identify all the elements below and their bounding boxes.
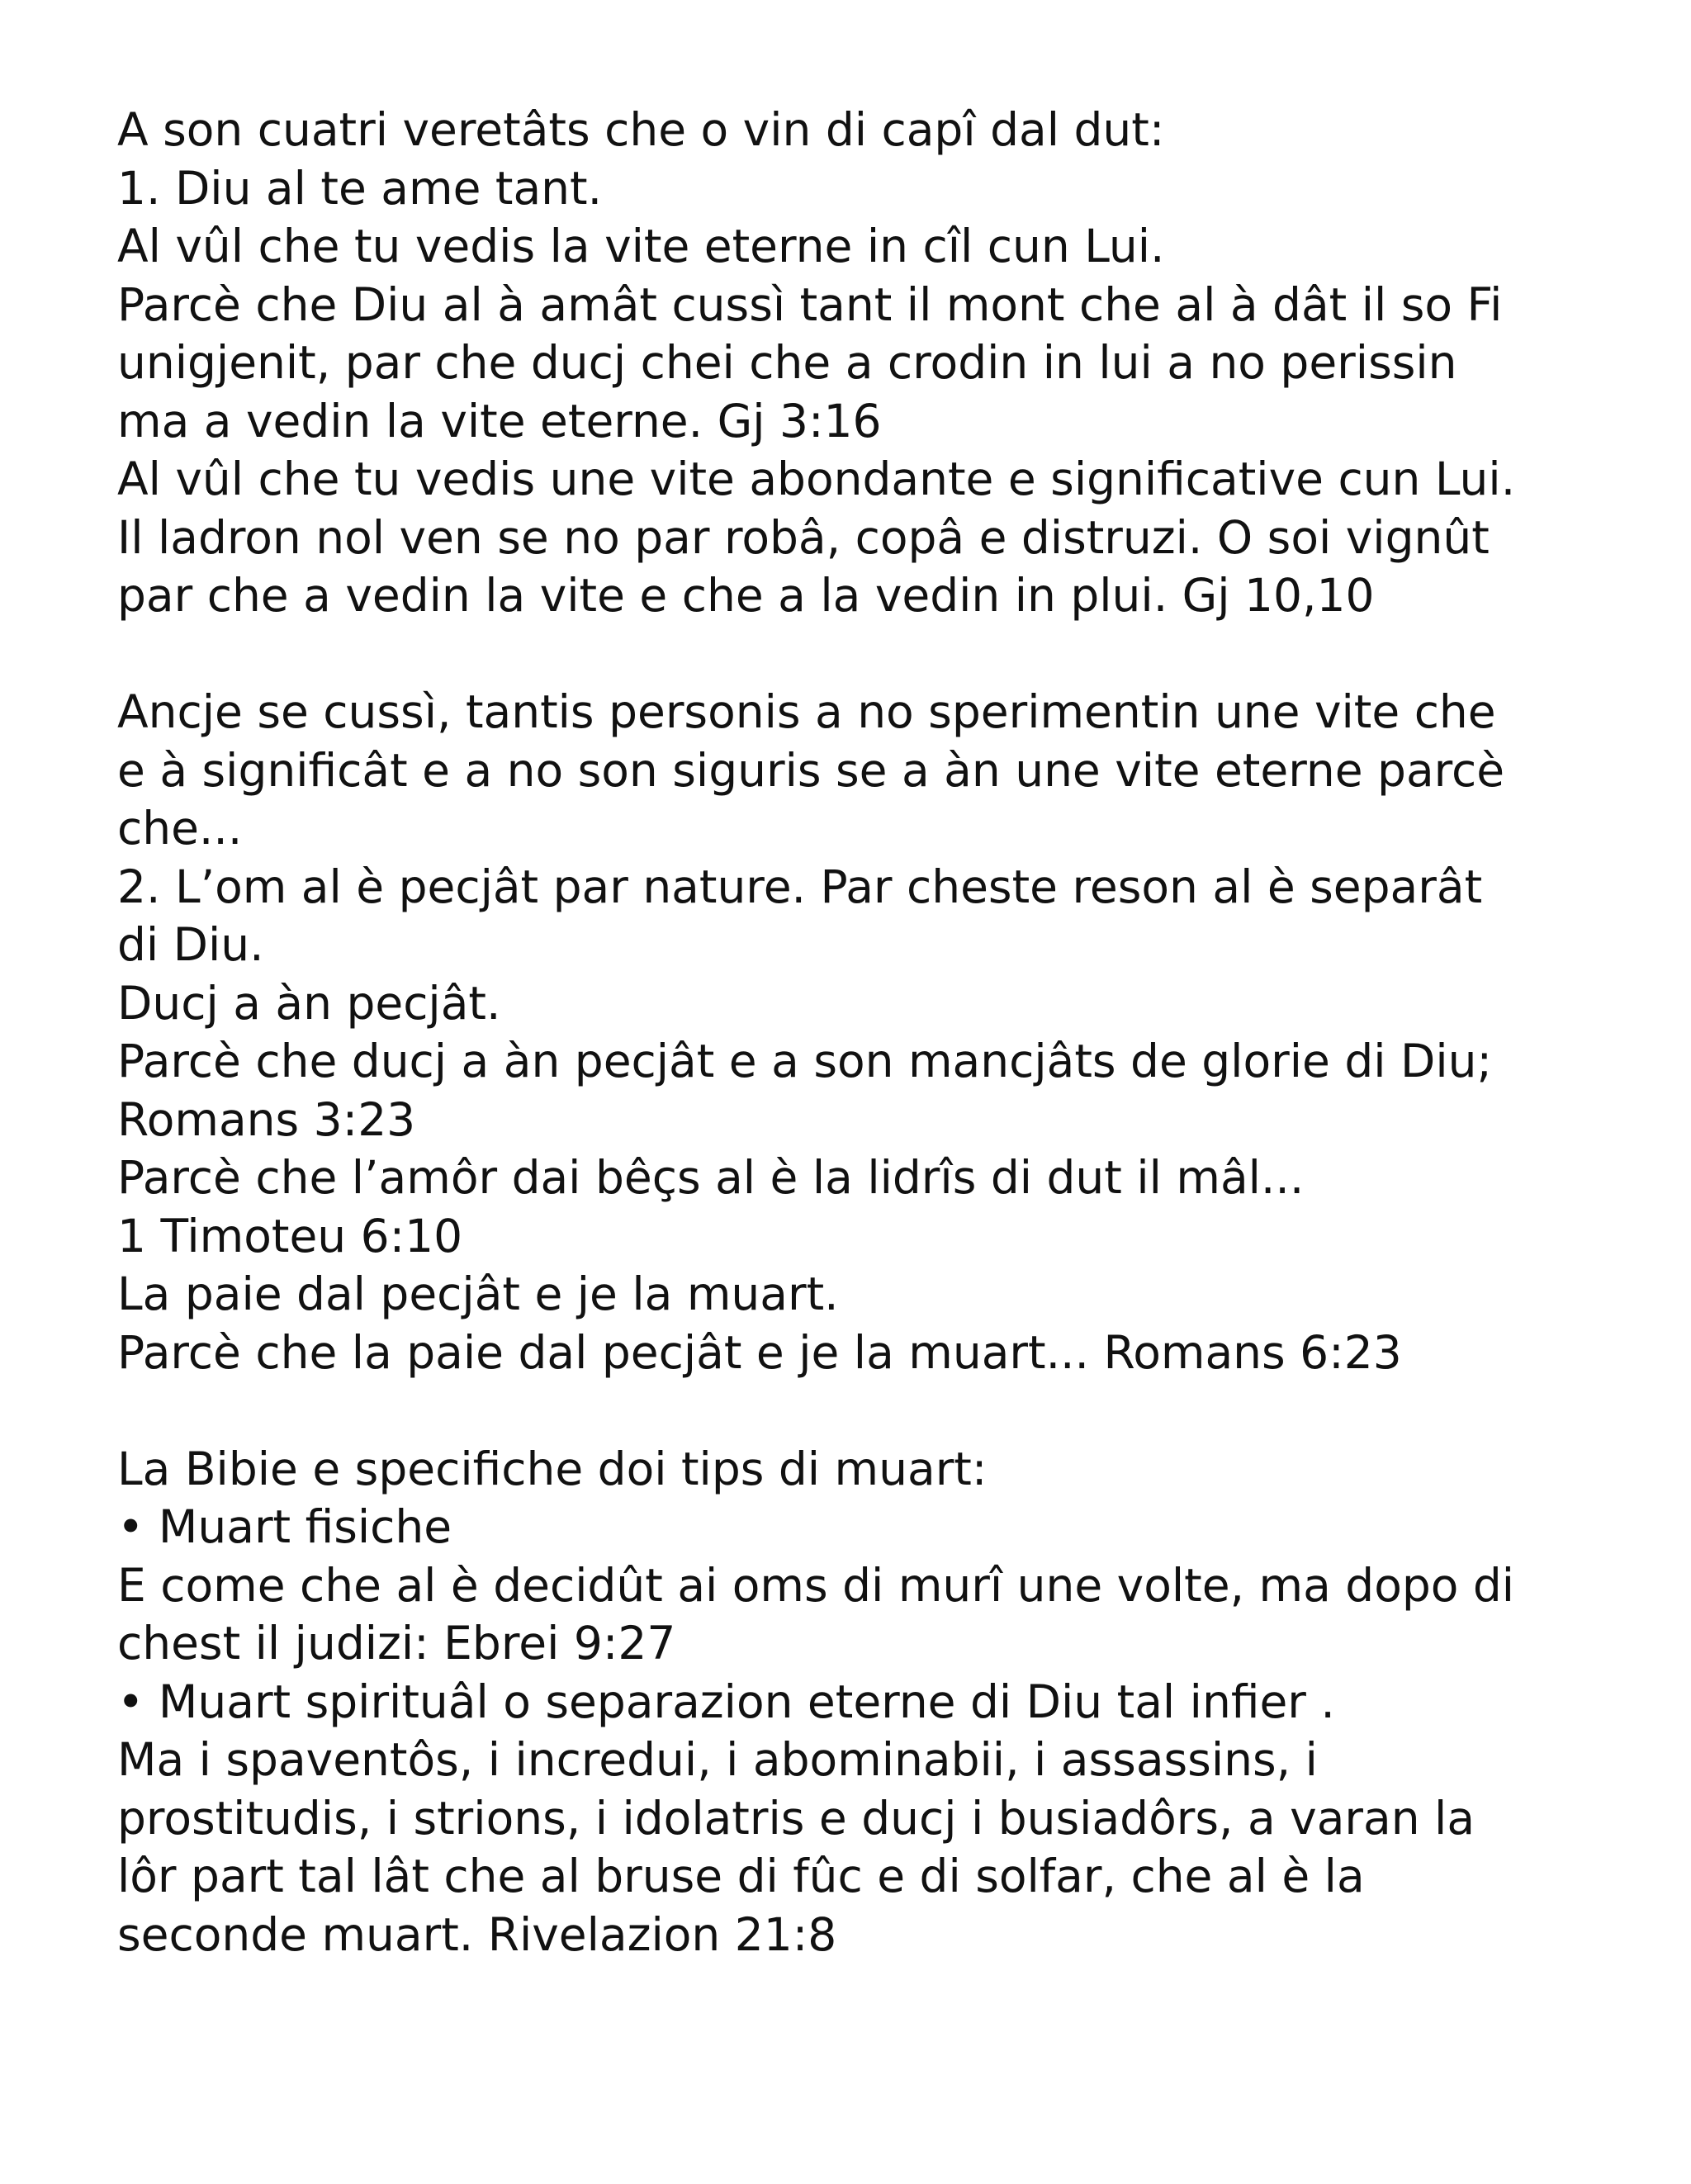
document-body bbox=[117, 101, 1603, 1964]
section-truth-1 bbox=[117, 101, 1603, 625]
section-death-types bbox=[117, 1440, 1603, 1964]
verse-line: Parcè che ducj a àn pecjât e a son mancjâts de glorie di Diu; bbox=[117, 1035, 1493, 1087]
verse-line: Parcè che la paie dal pecjât e je la muart... Romans 6:23 bbox=[117, 1325, 1402, 1379]
verse-line: prostitudis, i strions, i idolatris e ducj i busiadôrs, a varan la bbox=[117, 1791, 1475, 1845]
verse-line: Parcè che l’amôr dai bêçs al è la lidrîs di dut il mâl... bbox=[117, 1151, 1305, 1204]
verse-line: chest il judizi: Ebrei 9:27 bbox=[117, 1617, 676, 1670]
text-line: che... bbox=[117, 802, 243, 855]
verse-line: lôr part tal lât che al bruse di fûc e di solfar, che al è la bbox=[117, 1850, 1365, 1902]
paragraph-gap bbox=[117, 1381, 1603, 1440]
verse-reference: Romans 3:23 bbox=[117, 1092, 416, 1146]
verse-line: par che a vedin la vite e che a la vedin in plui. Gj 10,10 bbox=[117, 569, 1375, 622]
verse-line: E come che al è decidût ai oms di murî une volte, ma dopo di bbox=[117, 1558, 1515, 1612]
verse-line: Il ladron nol ven se no par robâ, copâ e distruzi. O soi vignût bbox=[117, 510, 1490, 564]
text-line: La paie dal pecjât e je la muart. bbox=[117, 1267, 839, 1320]
paragraph-gap bbox=[117, 625, 1603, 684]
verse-line: seconde muart. Rivelazion 21:8 bbox=[117, 1907, 837, 1961]
text-line: La Bibie e specifiche doi tips di muart: bbox=[117, 1442, 988, 1495]
text-line: Al vûl che tu vedis la vite eterne in cîl cun Lui. bbox=[117, 220, 1165, 272]
point-2-heading: 2. L’om al è pecjât par nature. Par cheste reson al è separât bbox=[117, 860, 1483, 913]
intro-line: A son cuatri veretâts che o vin di capî dal dut: bbox=[117, 103, 1165, 156]
verse-line: ma a vedin la vite eterne. Gj 3:16 bbox=[117, 394, 882, 448]
text-line: Ancje se cussì, tantis personis a no sperimentin une vite che bbox=[117, 685, 1496, 738]
verse-line: unigjenit, par che ducj chei che a crodin in lui a no perissin bbox=[117, 336, 1457, 389]
bullet-item: • Muart fisiche bbox=[117, 1500, 452, 1553]
text-line: Ducj a àn pecjât. bbox=[117, 976, 501, 1030]
verse-line: Parcè che Diu al à amât cussì tant il mont che al à dât il so Fi bbox=[117, 277, 1503, 331]
bullet-item: • Muart spirituâl o separazion eterne di Diu tal infier . bbox=[117, 1675, 1335, 1728]
text-line: Al vûl che tu vedis une vite abondante e significative cun Lui. bbox=[117, 452, 1516, 505]
point-2-heading: di Diu. bbox=[117, 918, 264, 971]
text-line: e à significât e a no son siguris se a àn une vite eterne parcè bbox=[117, 743, 1505, 797]
section-truth-2 bbox=[117, 683, 1603, 1381]
point-1-heading: 1. Diu al te ame tant. bbox=[117, 161, 603, 215]
verse-line: Ma i spaventôs, i incredui, i abominabii, i assassins, i bbox=[117, 1733, 1318, 1786]
verse-reference: 1 Timoteu 6:10 bbox=[117, 1209, 463, 1263]
